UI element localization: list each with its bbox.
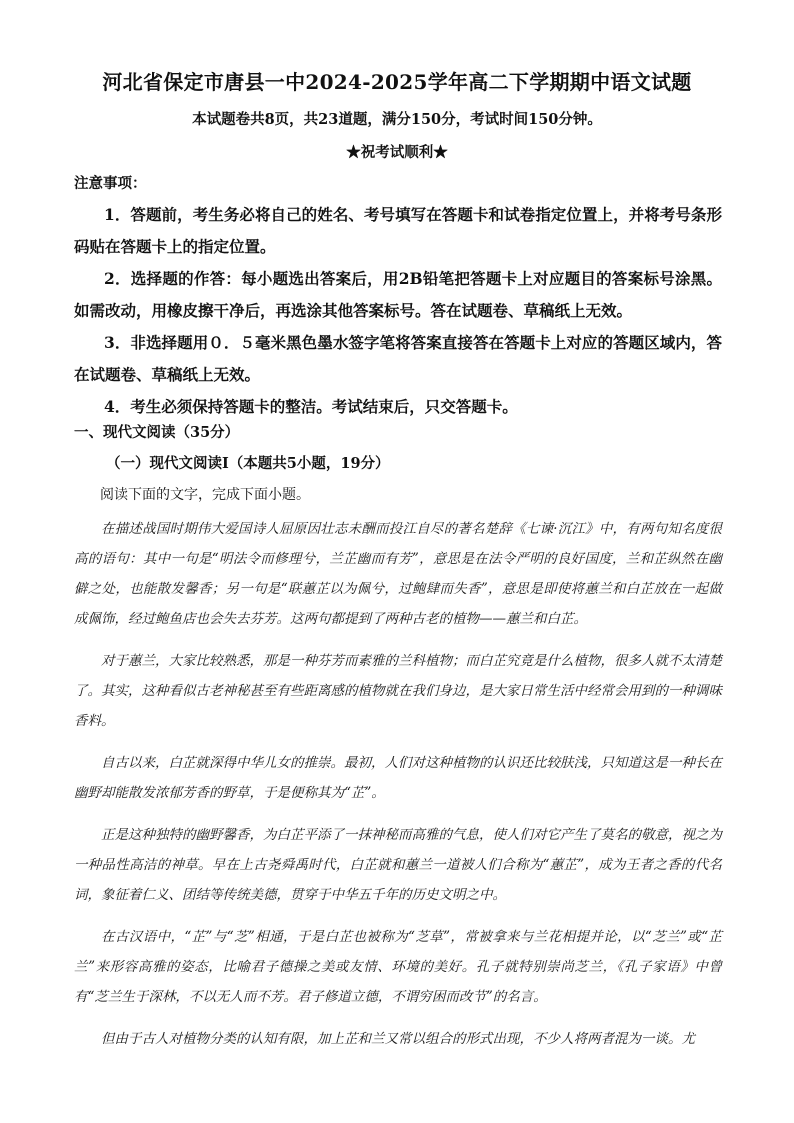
- exam-subtitle: 本试题卷共8页，共23道题，满分150分，考试时间150分钟。: [192, 111, 602, 128]
- exam-title: 河北省保定市唐县一中2024-2025学年高二下学期期中语文试题: [102, 70, 692, 94]
- passage-paragraph-4: 正是这种独特的幽野馨香，为白芷平添了一抹神秘而高雅的气息，使人们对它产生了莫名的敬意，视之为一种品性高洁的神草。早在上古尧舜禹时代，白芷就和蕙兰一道被人们合称为“蕙芷”，成为王者之香的代名词，象征着仁义、团结等传统美德，贯穿于中华五千年的历史文明之中。: [74, 827, 722, 903]
- passage-paragraph-1: 在描述战国时期伟大爱国诗人屈原因壮志未酬而投江自尽的著名楚辞《七谏·沉江》中，有两句知名度很高的语句：其中一句是“明法令而修理兮，兰芷幽而有芳”，意思是在法令严明的良好国度，兰和芷纵然在幽僻之处，也能散发馨香；另一句是“联蕙芷以为佩兮，过鲍肆而失香”，意思是即使将蕙兰和白芷放在一起做成佩饰，经过鲍鱼店也会失去芬芳。这两句都提到了两种古老的植物——蕙兰和白芷。: [74, 521, 722, 627]
- note-item-3: 3．非选择题用０．５毫米黑色墨水签字笔将答案直接答在答题卡上对应的答题区域内，答在试题卷、草稿纸上无效。: [74, 333, 722, 384]
- passage-paragraph-5: 在古汉语中，“芷”与“芝”相通，于是白芷也被称为“芝草”，常被拿来与兰花相提并论，以“芝兰”或“芷兰”来形容高雅的姿态，比喻君子德操之美或友情、环境的美好。孔子就特别崇尚芝兰，《孔子家语》中曾有“芝兰生于深林，不以无人而不芳。君子修道立德，不谓穷困而改节”的名言。: [74, 929, 722, 1005]
- subsection-heading: （一）现代文阅读Ⅰ（本题共5小题，19分）: [106, 455, 390, 472]
- exam-wish: ★祝考试顺利★: [346, 144, 448, 161]
- note-item-4: 4．考生必须保持答题卡的整洁。考试结束后，只交答题卡。: [104, 397, 518, 416]
- reading-passage: [74, 514, 722, 1066]
- reading-instruction: 阅读下面的文字，完成下面小题。: [100, 487, 310, 503]
- note-item-1: 1．答题前，考生务必将自己的姓名、考号填写在答题卡和试卷指定位置上，并将考号条形码贴在答题卡上的指定位置。: [74, 205, 722, 256]
- note-item-2: 2．选择题的作答：每小题选出答案后，用2B铅笔把答题卡上对应题目的答案标号涂黑。如需改动，用橡皮擦干净后，再选涂其他答案标号。答在试题卷、草稿纸上无效。: [74, 269, 722, 320]
- section-heading: 一、现代文阅读（35分）: [74, 424, 240, 441]
- passage-paragraph-2: 对于蕙兰，大家比较熟悉，那是一种芬芳而素雅的兰科植物；而白芷究竟是什么植物，很多人就不太清楚了。其实，这种看似古老神秘甚至有些距离感的植物就在我们身边，是大家日常生活中经常会用到的一种调味香料。: [74, 653, 722, 729]
- passage-paragraph-6: 但由于古人对植物分类的认知有限，加上芷和兰又常以组合的形式出现，不少人将两者混为一谈。尤: [101, 1031, 695, 1047]
- notes-list: [74, 199, 722, 423]
- notes-title: 注意事项：: [74, 175, 147, 192]
- passage-paragraph-3: 自古以来，白芷就深得中华儿女的推崇。最初，人们对这种植物的认识还比较肤浅，只知道这是一种长在幽野却能散发浓郁芳香的野草，于是便称其为“芷”。: [74, 755, 722, 801]
